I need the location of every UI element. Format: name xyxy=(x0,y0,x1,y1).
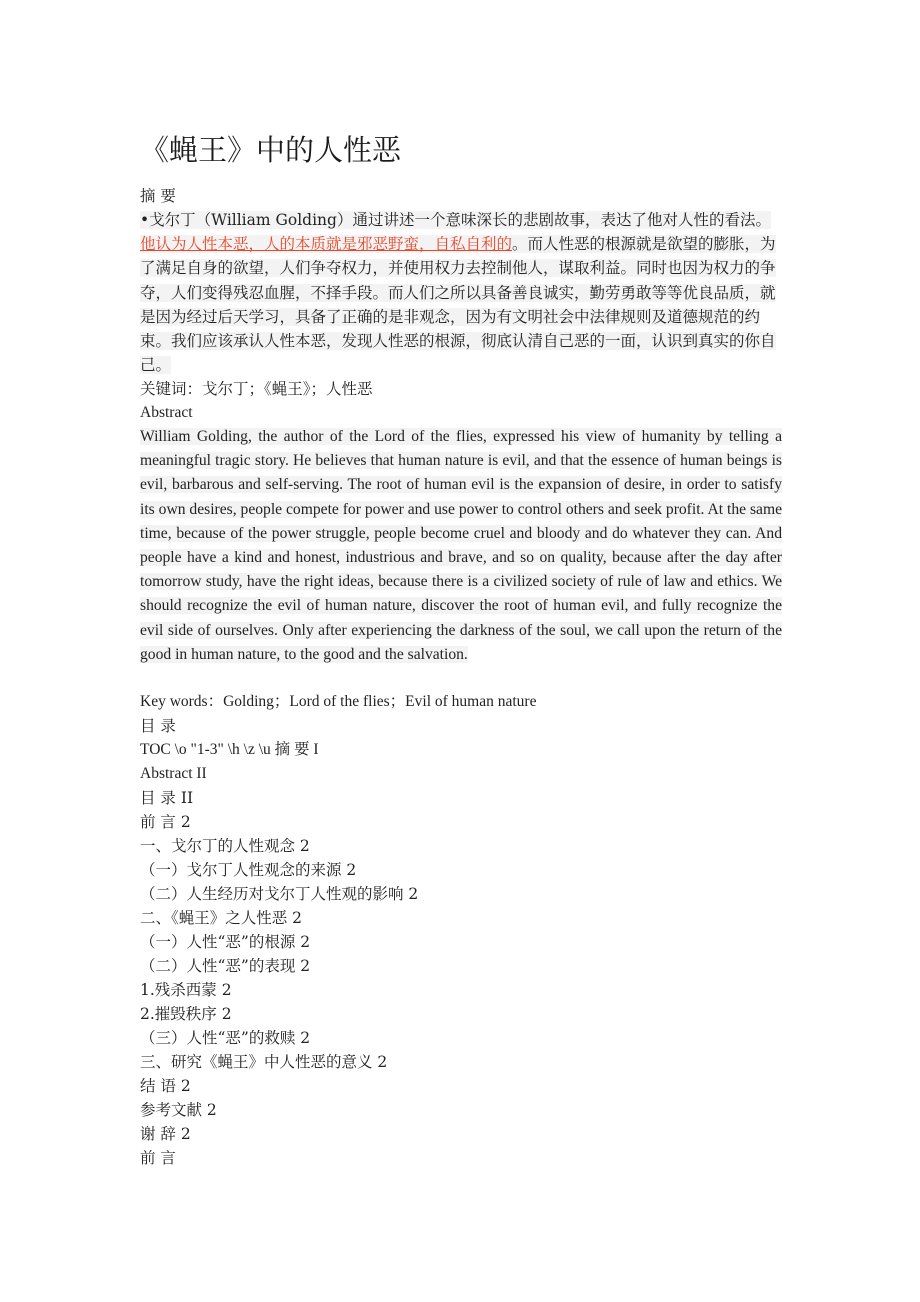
toc-item[interactable]: 一、戈尔丁的人性观念 2 xyxy=(140,837,310,855)
toc-item[interactable]: （二）人性“恶”的表现 2 xyxy=(140,957,311,975)
toc-item[interactable]: TOC \o "1-3" \h \z \u 摘 要 I xyxy=(140,741,319,758)
toc-item[interactable]: Abstract II xyxy=(140,765,207,782)
abstract-cn-text-start: 戈尔丁（William Golding）通过讲述一个意味深长的悲剧故事，表达了他对人性的看法。 xyxy=(149,211,771,229)
bullet: • xyxy=(140,211,150,229)
toc-item[interactable]: （一）戈尔丁人性观念的来源 2 xyxy=(140,861,357,879)
toc-item[interactable]: 1.残杀西蒙 2 xyxy=(140,981,232,999)
toc-item[interactable]: 谢 辞 2 xyxy=(140,1125,191,1143)
toc-item[interactable]: （二）人生经历对戈尔丁人性观的影响 2 xyxy=(140,885,419,903)
toc-item[interactable]: 三、研究《蝇王》中人性恶的意义 2 xyxy=(140,1053,388,1071)
keywords-en: Key words：Golding；Lord of the flies；Evil of human nature xyxy=(140,693,537,710)
keywords-cn: 关键词：戈尔丁；《蝇王》；人性恶 xyxy=(140,380,373,398)
abstract-en-heading: Abstract xyxy=(140,404,193,421)
toc-item[interactable]: 2.摧毁秩序 2 xyxy=(140,1005,232,1023)
section-heading-preface: 前 言 xyxy=(140,1149,176,1167)
toc-item[interactable]: 参考文献 2 xyxy=(140,1101,217,1119)
abstract-en-body xyxy=(140,425,782,667)
toc-item[interactable]: 前 言 2 xyxy=(140,813,191,831)
toc-item[interactable]: （三）人性“恶”的救赎 2 xyxy=(140,1029,311,1047)
toc-heading: 目 录 xyxy=(140,717,176,735)
abstract-cn-body xyxy=(140,208,782,377)
document-title: 《蝇王》中的人性恶 xyxy=(140,133,402,167)
toc-item[interactable]: 目 录 II xyxy=(140,789,194,807)
abstract-cn-heading: 摘 要 xyxy=(140,187,176,205)
abstract-cn-text-end: 。而人性恶的根源就是欲望的膨胀，为了满足自身的欲望，人们争夺权力，并使用权力去控制他人，谋取利益。同时也因为权力的争夺，人们变得残忍血腥，不择手段。而人们之所以具备善良诚实，勤劳勇敢等等优良品质，就是因为经过后天学习，具备了正确的是非观念，因为有文明社会中法律规则及道德规范的约束。我们应该承认人性本恶，发现人性恶的根源，彻底认清自己恶的一面，认识到真实的你自己。 xyxy=(140,235,776,375)
abstract-en-text: William Golding, the author of the Lord of the flies, expressed his view of humanity by telling a meaningful tragic story. He believes that human nature is evil, and that the essence of human beings is evil, barbarous and self-serving. The root of human evil is the expansion of desire, in order to satisfy its own desires, people compete for power and use power to control others and seek profit. At the same time, because of the power struggle, people become cruel and bloody and do whatever they can. And people have a kind and honest, industrious and brave, and so on quality, because after the day after tomorrow study, have the right ideas, because there is a civilized society of rule of law and ethics. We should recognize the evil of human nature, discover the root of human evil, and fully recognize the evil side of ourselves. Only after experiencing the darkness of the soul, we call upon the return of the good in human nature, to the good and the salvation. xyxy=(140,428,782,663)
toc-item[interactable]: 结 语 2 xyxy=(140,1077,191,1095)
abstract-cn-highlight: 他认为人性本恶，人的本质就是邪恶野蛮，自私自利的 xyxy=(140,235,513,254)
toc-item[interactable]: （一）人性“恶”的根源 2 xyxy=(140,933,311,951)
toc-list xyxy=(140,738,418,1170)
toc-item[interactable]: 二、《蝇王》之人性恶 2 xyxy=(140,909,303,927)
